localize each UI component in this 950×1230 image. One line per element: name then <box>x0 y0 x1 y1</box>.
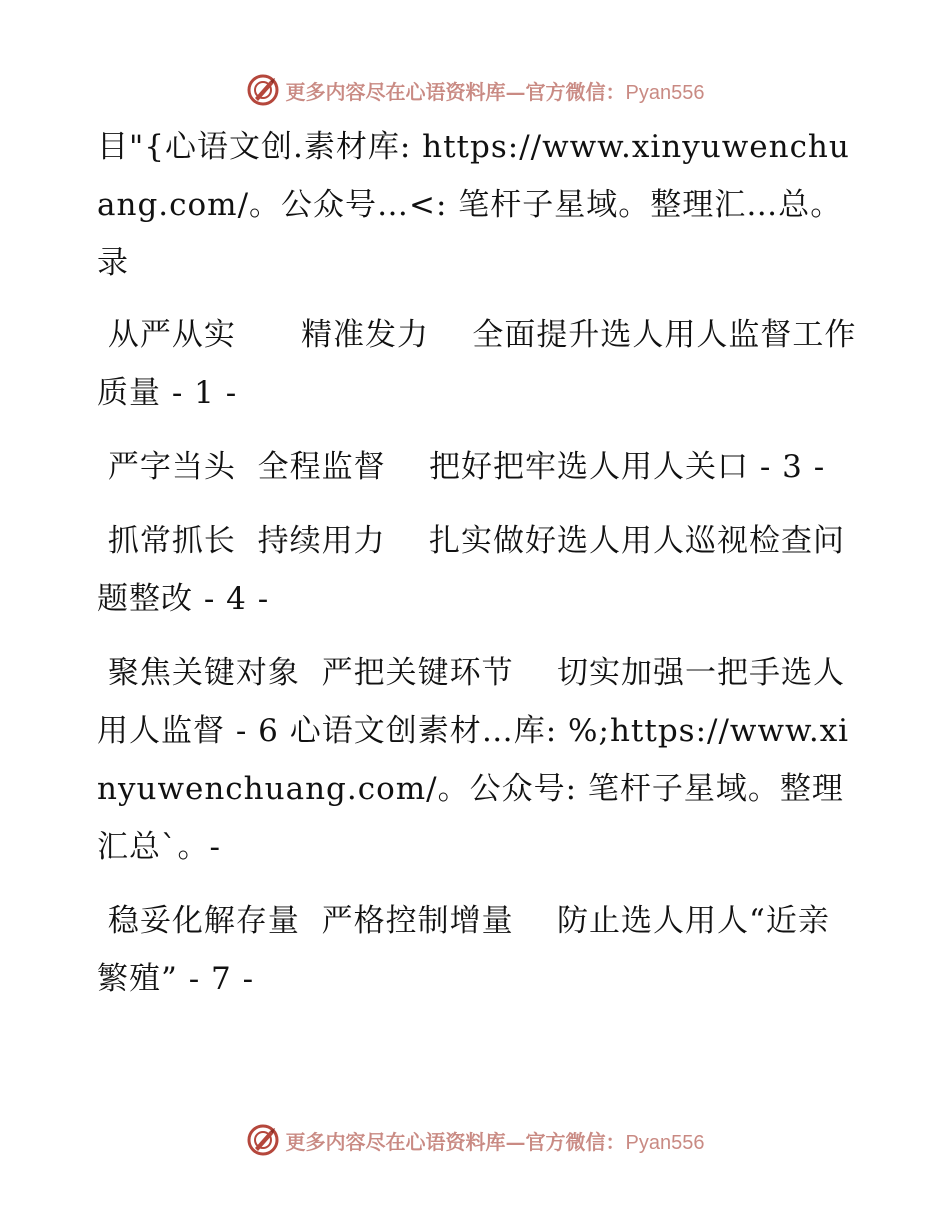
footer-watermark <box>0 1120 950 1160</box>
toc-entry: 聚焦关键对象 严把关键环节 切实加强一把手选人用人监督 - 6 心语文创素材…库: %;https://www.xinyuwenchuang.com/。公众号: 笔杆子星域。整理汇总`。- <box>97 655 850 865</box>
watermark-text: 更多内容尽在心语资料库—官方微信：Pyan556 <box>285 1129 705 1154</box>
brand-logo-icon <box>246 73 280 107</box>
brand-logo-icon <box>246 1123 280 1157</box>
toc-entry: 从严从实 精准发力 全面提升选人用人监督工作质量 - 1 - <box>97 317 857 411</box>
watermark-text: 更多内容尽在心语资料库—官方微信：Pyan556 <box>285 79 705 104</box>
toc-intro-paragraph: 目"{心语文创.素材库: https://www.xinyuwenchuang.com/。公众号…<: 笔杆子星域。整理汇…总。录 <box>97 129 850 281</box>
header-watermark <box>0 70 950 110</box>
toc-entry: 严字当头 全程监督 把好把牢选人用人关口 - 3 - <box>97 449 826 485</box>
toc-entry: 稳妥化解存量 严格控制增量 防止选人用人“近亲繁殖” - 7 - <box>97 903 830 997</box>
document-body <box>97 118 857 1024</box>
toc-entry: 抓常抓长 持续用力 扎实做好选人用人巡视检查问题整改 - 4 - <box>97 523 845 617</box>
